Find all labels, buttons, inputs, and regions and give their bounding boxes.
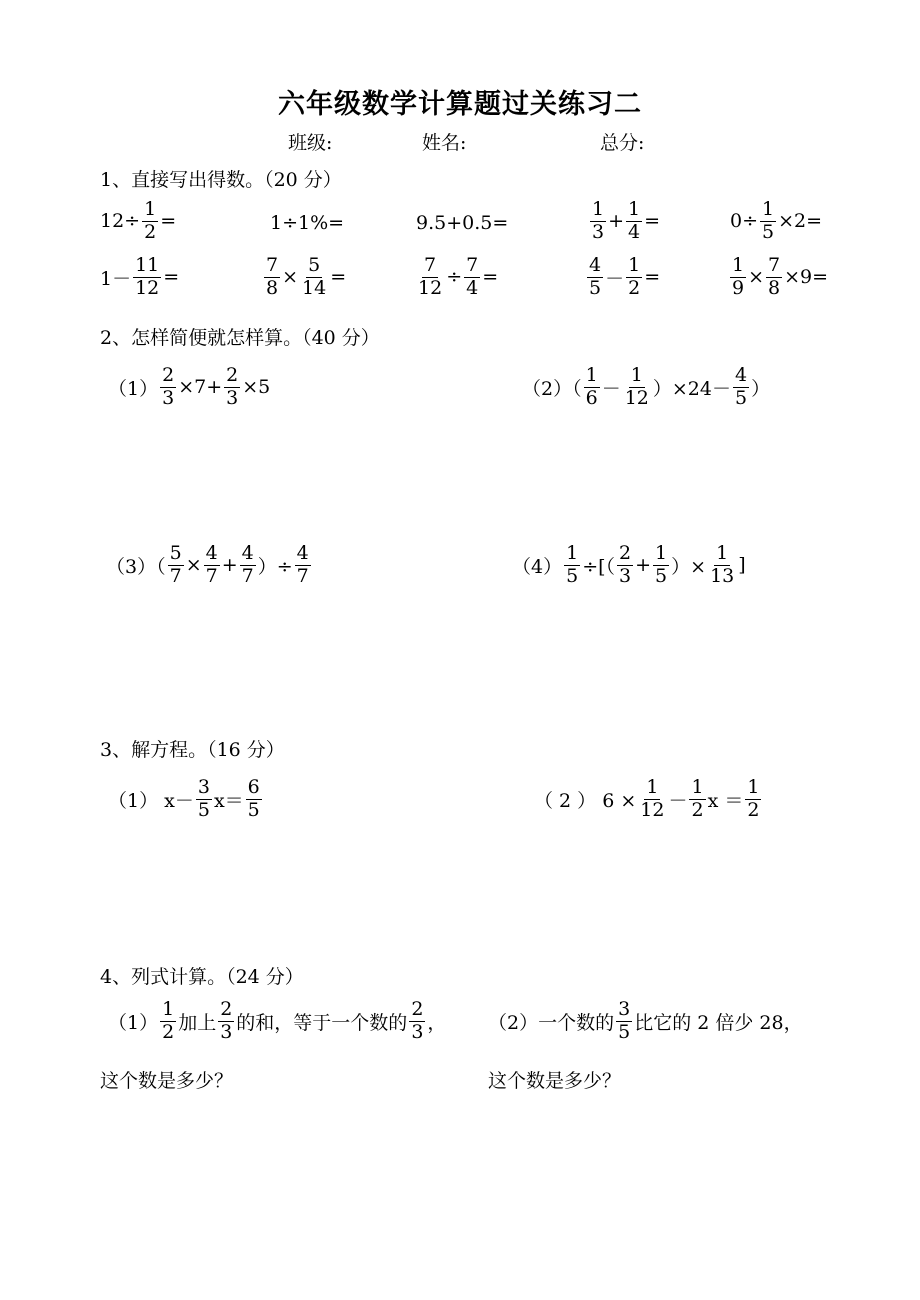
denominator: 4	[466, 276, 479, 299]
denominator: 8	[768, 276, 781, 299]
fraction	[590, 200, 606, 243]
numerator: 7	[466, 254, 479, 276]
fraction	[224, 366, 240, 409]
fraction	[416, 256, 444, 299]
numerator: 1	[566, 542, 579, 564]
denominator: 7	[205, 564, 218, 587]
q1-j-suffix: ×9=	[784, 266, 829, 289]
operator: +	[635, 554, 652, 577]
fraction	[617, 544, 633, 587]
operator: －	[601, 377, 621, 400]
denominator: 2	[144, 220, 157, 243]
q3-equation-1	[108, 778, 264, 821]
fraction	[626, 200, 642, 243]
denominator: 2	[628, 276, 641, 299]
fraction	[584, 366, 600, 409]
fraction	[623, 366, 651, 409]
denominator: 13	[710, 564, 735, 587]
numerator: 1	[162, 998, 175, 1020]
numerator: 7	[266, 254, 279, 276]
expression-text: ]	[738, 554, 746, 577]
q4-problem-1	[108, 1000, 446, 1043]
denominator: 6	[585, 386, 598, 409]
denominator: 7	[169, 564, 182, 587]
expression-text: ）÷	[257, 555, 293, 578]
fraction	[708, 544, 736, 587]
q1-d-suffix: =	[644, 210, 661, 233]
denominator: 7	[241, 564, 254, 587]
fraction	[689, 778, 705, 821]
expression-text: ）×24－	[652, 377, 731, 400]
denominator: 12	[624, 386, 649, 409]
denominator: 3	[162, 386, 175, 409]
numerator: 1	[628, 254, 641, 276]
q1-e-prefix: 0÷	[730, 210, 759, 233]
denominator: 5	[589, 276, 602, 299]
numerator: 4	[241, 542, 254, 564]
fraction	[160, 1000, 176, 1043]
operator: ×	[748, 266, 765, 289]
fraction	[616, 1000, 632, 1043]
q1-item-i	[585, 256, 660, 299]
expression-text: ，	[427, 1011, 447, 1034]
denominator: 3	[411, 1020, 424, 1043]
denominator: 5	[566, 564, 579, 587]
problem-label: （2）（	[522, 377, 582, 400]
operator: ×	[282, 266, 299, 289]
fraction	[218, 1000, 234, 1043]
fraction	[409, 1000, 425, 1043]
fraction	[160, 366, 176, 409]
q1-f-suffix: =	[163, 266, 180, 289]
problem-label: （1）	[108, 377, 159, 400]
numerator: 1	[747, 776, 760, 798]
fraction	[168, 544, 184, 587]
q1-a-prefix: 12÷	[100, 210, 141, 233]
numerator: 5	[308, 254, 321, 276]
q2-problem-3	[106, 544, 313, 587]
denominator: 5	[655, 564, 668, 587]
fraction	[264, 256, 280, 299]
q1-item-h	[414, 256, 498, 299]
denominator: 5	[247, 798, 260, 821]
denominator: 3	[226, 386, 239, 409]
denominator: 3	[619, 564, 632, 587]
fraction	[300, 256, 328, 299]
denominator: 12	[640, 798, 665, 821]
section-4-heading: 4、列式计算。（24 分）	[100, 966, 304, 988]
numerator: 4	[296, 542, 309, 564]
numerator: 4	[735, 364, 748, 386]
fraction	[587, 256, 603, 299]
q1-a-suffix: =	[160, 210, 177, 233]
fraction	[240, 544, 256, 587]
numerator: 3	[197, 776, 210, 798]
numerator: 1	[716, 542, 729, 564]
denominator: 9	[732, 276, 745, 299]
numerator: 7	[768, 254, 781, 276]
problem-label: （4）	[512, 555, 563, 578]
expression-text: 的和，等于一个数的	[236, 1011, 408, 1034]
q1-h-suffix: =	[482, 266, 499, 289]
expression-text: ×7+	[178, 376, 223, 399]
numerator: 1	[592, 198, 605, 220]
fraction	[638, 778, 666, 821]
operator: ×	[185, 554, 202, 577]
expression-text: ）×	[671, 555, 707, 578]
numerator: 3	[618, 998, 631, 1020]
numerator: 2	[162, 364, 175, 386]
problem-label: （3）（	[106, 555, 166, 578]
q1-item-f	[100, 256, 179, 299]
numerator: 1	[732, 254, 745, 276]
q2-problem-1	[108, 366, 270, 409]
numerator: 1	[691, 776, 704, 798]
denominator: 14	[302, 276, 327, 299]
problem-label: （ 2 ） 6 ×	[534, 789, 637, 812]
fraction	[626, 256, 642, 299]
q1-i-suffix: =	[644, 266, 661, 289]
expression-text: ×5	[242, 376, 271, 399]
q1-item-j	[728, 256, 828, 299]
denominator: 7	[296, 564, 309, 587]
problem-label: （2）一个数的	[488, 1011, 615, 1034]
operator: +	[221, 554, 238, 577]
problem-label: （1）	[108, 1011, 159, 1034]
denominator: 12	[135, 276, 160, 299]
page-title: 六年级数学计算题过关练习二	[278, 89, 642, 120]
q1-item-g	[262, 256, 346, 299]
numerator: 4	[589, 254, 602, 276]
expression-text: 比它的 2 倍少 28，	[634, 1011, 803, 1034]
expression-text: x ＝	[707, 789, 744, 812]
q1-item-b	[270, 212, 344, 234]
numerator: 1	[655, 542, 668, 564]
fraction	[745, 778, 761, 821]
fraction	[766, 256, 782, 299]
numerator: 2	[619, 542, 632, 564]
q4-problem-2-question: 这个数是多少？	[488, 1070, 622, 1092]
denominator: 12	[418, 276, 443, 299]
denominator: 3	[592, 220, 605, 243]
q1-item-d	[588, 200, 660, 243]
numerator: 5	[169, 542, 182, 564]
fraction	[760, 200, 776, 243]
class-label: 班级:	[288, 132, 333, 154]
section-3-heading: 3、解方程。（16 分）	[100, 739, 285, 761]
numerator: 7	[424, 254, 437, 276]
numerator: 1	[585, 364, 598, 386]
section-2-heading: 2、怎样简便就怎样算。（40 分）	[100, 327, 380, 349]
q3-equation-2	[534, 778, 763, 821]
problem-label: （1） x－	[108, 789, 194, 812]
operator: －	[605, 267, 625, 290]
q1-c-text: 9.5+0.5=	[416, 212, 509, 234]
numerator: 1	[144, 198, 157, 220]
operator: +	[608, 210, 625, 233]
q1-item-c	[416, 212, 508, 234]
fraction	[464, 256, 480, 299]
fraction	[733, 366, 749, 409]
q2-problem-4	[512, 544, 746, 587]
numerator: 1	[762, 198, 775, 220]
fraction	[196, 778, 212, 821]
operator: －	[668, 789, 688, 812]
numerator: 1	[630, 364, 643, 386]
fraction	[204, 544, 220, 587]
fraction	[246, 778, 262, 821]
section-1-heading: 1、直接写出得数。（20 分）	[100, 169, 342, 191]
q1-b-text: 1÷1%=	[270, 212, 345, 234]
denominator: 2	[691, 798, 704, 821]
denominator: 5	[618, 1020, 631, 1043]
numerator: 2	[226, 364, 239, 386]
fraction	[730, 256, 746, 299]
name-label: 姓名:	[422, 132, 467, 154]
expression-text: 加上	[178, 1011, 217, 1034]
denominator: 2	[162, 1020, 175, 1043]
denominator: 5	[735, 386, 748, 409]
fraction	[653, 544, 669, 587]
total-score-label: 总分:	[600, 132, 645, 154]
expression-text: ÷[（	[582, 555, 616, 578]
numerator: 11	[135, 254, 160, 276]
q1-item-a	[100, 200, 176, 243]
q1-e-suffix: ×2=	[778, 210, 823, 233]
denominator: 5	[762, 220, 775, 243]
q4-problem-1-question: 这个数是多少？	[100, 1070, 234, 1092]
q1-item-e	[730, 200, 822, 243]
fraction	[564, 544, 580, 587]
numerator: 1	[646, 776, 659, 798]
expression-text: x＝	[213, 789, 244, 812]
q2-problem-2	[522, 366, 770, 409]
expression-text: ）	[751, 377, 771, 400]
q4-problem-2	[488, 1000, 803, 1043]
denominator: 5	[197, 798, 210, 821]
fraction	[295, 544, 311, 587]
fraction	[133, 256, 161, 299]
numerator: 2	[411, 998, 424, 1020]
q1-g-suffix: =	[330, 266, 347, 289]
fraction	[142, 200, 158, 243]
denominator: 8	[266, 276, 279, 299]
denominator: 4	[628, 220, 641, 243]
numerator: 1	[628, 198, 641, 220]
operator: ÷	[446, 266, 463, 289]
numerator: 2	[220, 998, 233, 1020]
q1-f-prefix: 1－	[100, 267, 132, 290]
denominator: 3	[220, 1020, 233, 1043]
denominator: 2	[747, 798, 760, 821]
numerator: 6	[247, 776, 260, 798]
numerator: 4	[205, 542, 218, 564]
